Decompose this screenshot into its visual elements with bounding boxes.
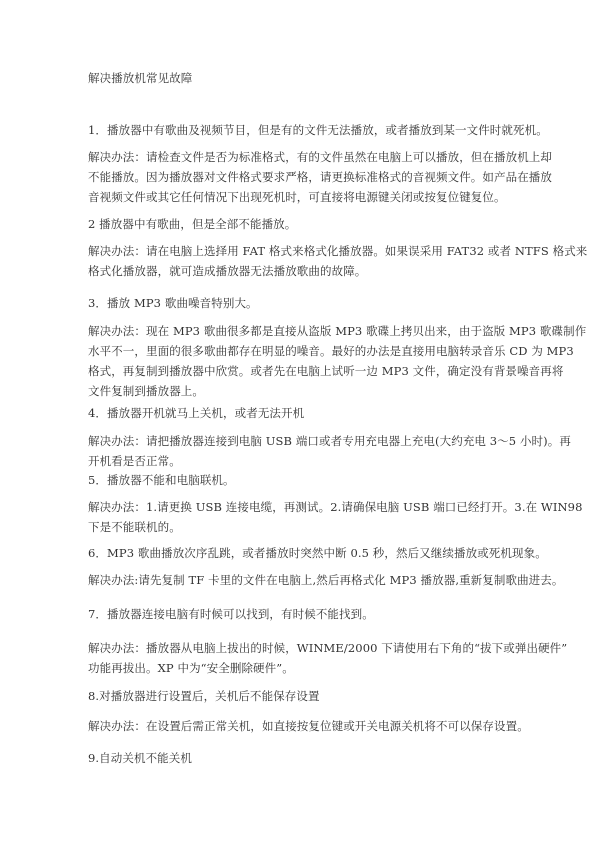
answer-4-line-2: 开机看是否正常。 xyxy=(88,454,181,468)
answer-1-line-2: 不能播放。因为播放器对文件格式要求严格，请更换标准格式的音视频文件。如产品在播放 xyxy=(88,170,552,184)
answer-3-line-1: 解决办法：现在 MP3 歌曲很多都是直接从盗版 MP3 歌碟上拷贝出来，由于盗版 MP3 歌碟制作 xyxy=(88,324,587,338)
question-7: 7．播放器连接电脑有时候可以找到，有时候不能找到。 xyxy=(88,607,374,621)
answer-5-line-1: 解决办法：1.请更换 USB 连接电缆，再测试。2.请确保电脑 USB 端口已经打开。3.在 WIN98 xyxy=(88,500,583,514)
answer-8-line-1: 解决办法：在设置后需正常关机，如直接按复位键或开关电源关机将不可以保存设置。 xyxy=(88,719,529,733)
answer-7-line-2: 功能再拔出。XP 中为“安全删除硬件”。 xyxy=(88,661,294,675)
question-8: 8.对播放器进行设置后，关机后不能保存设置 xyxy=(88,689,320,703)
question-6: 6．MP3 歌曲播放次序乱跳，或者播放时突然中断 0.5 秒，然后又继续播放或死机现象。 xyxy=(88,546,547,560)
question-9: 9.自动关机不能关机 xyxy=(88,751,192,765)
answer-2-line-2: 格式化播放器，就可造成播放器无法播放歌曲的故障。 xyxy=(88,264,367,278)
question-3: 3．播放 MP3 歌曲噪音特别大。 xyxy=(88,296,258,310)
question-5: 5．播放器不能和电脑联机。 xyxy=(88,473,235,487)
answer-1-line-1: 解决办法：请检查文件是否为标准格式，有的文件虽然在电脑上可以播放，但在播放机上却 xyxy=(88,150,552,164)
answer-3-line-2: 水平不一，里面的很多歌曲都存在明显的噪音。最好的办法是直接用电脑转录音乐 CD 为 MP3 xyxy=(88,344,574,358)
answer-5-line-2: 下是不能联机的。 xyxy=(88,520,181,534)
document-title: 解决播放机常见故障 xyxy=(88,71,193,85)
answer-7-line-1: 解决办法：播放器从电脑上拔出的时候，WINME/2000 下请使用右下角的“拔下或弹出硬件” xyxy=(88,641,568,655)
question-2: 2 播放器中有歌曲，但是全部不能播放。 xyxy=(88,217,297,231)
answer-3-line-3: 格式，再复制到播放器中欣赏。或者先在电脑上试听一边 MP3 文件，确定没有背景噪音再将 xyxy=(88,364,564,378)
question-1: 1．播放器中有歌曲及视频节目，但是有的文件无法播放，或者播放到某一文件时就死机。 xyxy=(88,123,548,137)
question-4: 4．播放器开机就马上关机，或者无法开机 xyxy=(88,406,305,420)
answer-2-line-1: 解决办法：请在电脑上选择用 FAT 格式来格式化播放器。如果误采用 FAT32 或者 NTFS 格式来 xyxy=(88,244,588,258)
answer-1-line-3: 音视频文件或其它任何情况下出现死机时，可直接将电源键关闭或按复位键复位。 xyxy=(88,190,506,204)
answer-4-line-1: 解决办法：请把播放器连接到电脑 USB 端口或者专用充电器上充电(大约充电 3～5 小时)。再 xyxy=(88,434,571,448)
answer-6-line-1: 解决办法:请先复制 TF 卡里的文件在电脑上,然后再格式化 MP3 播放器,重新复制歌曲进去。 xyxy=(88,573,564,587)
answer-3-line-4: 文件复制到播放器上。 xyxy=(88,384,204,398)
